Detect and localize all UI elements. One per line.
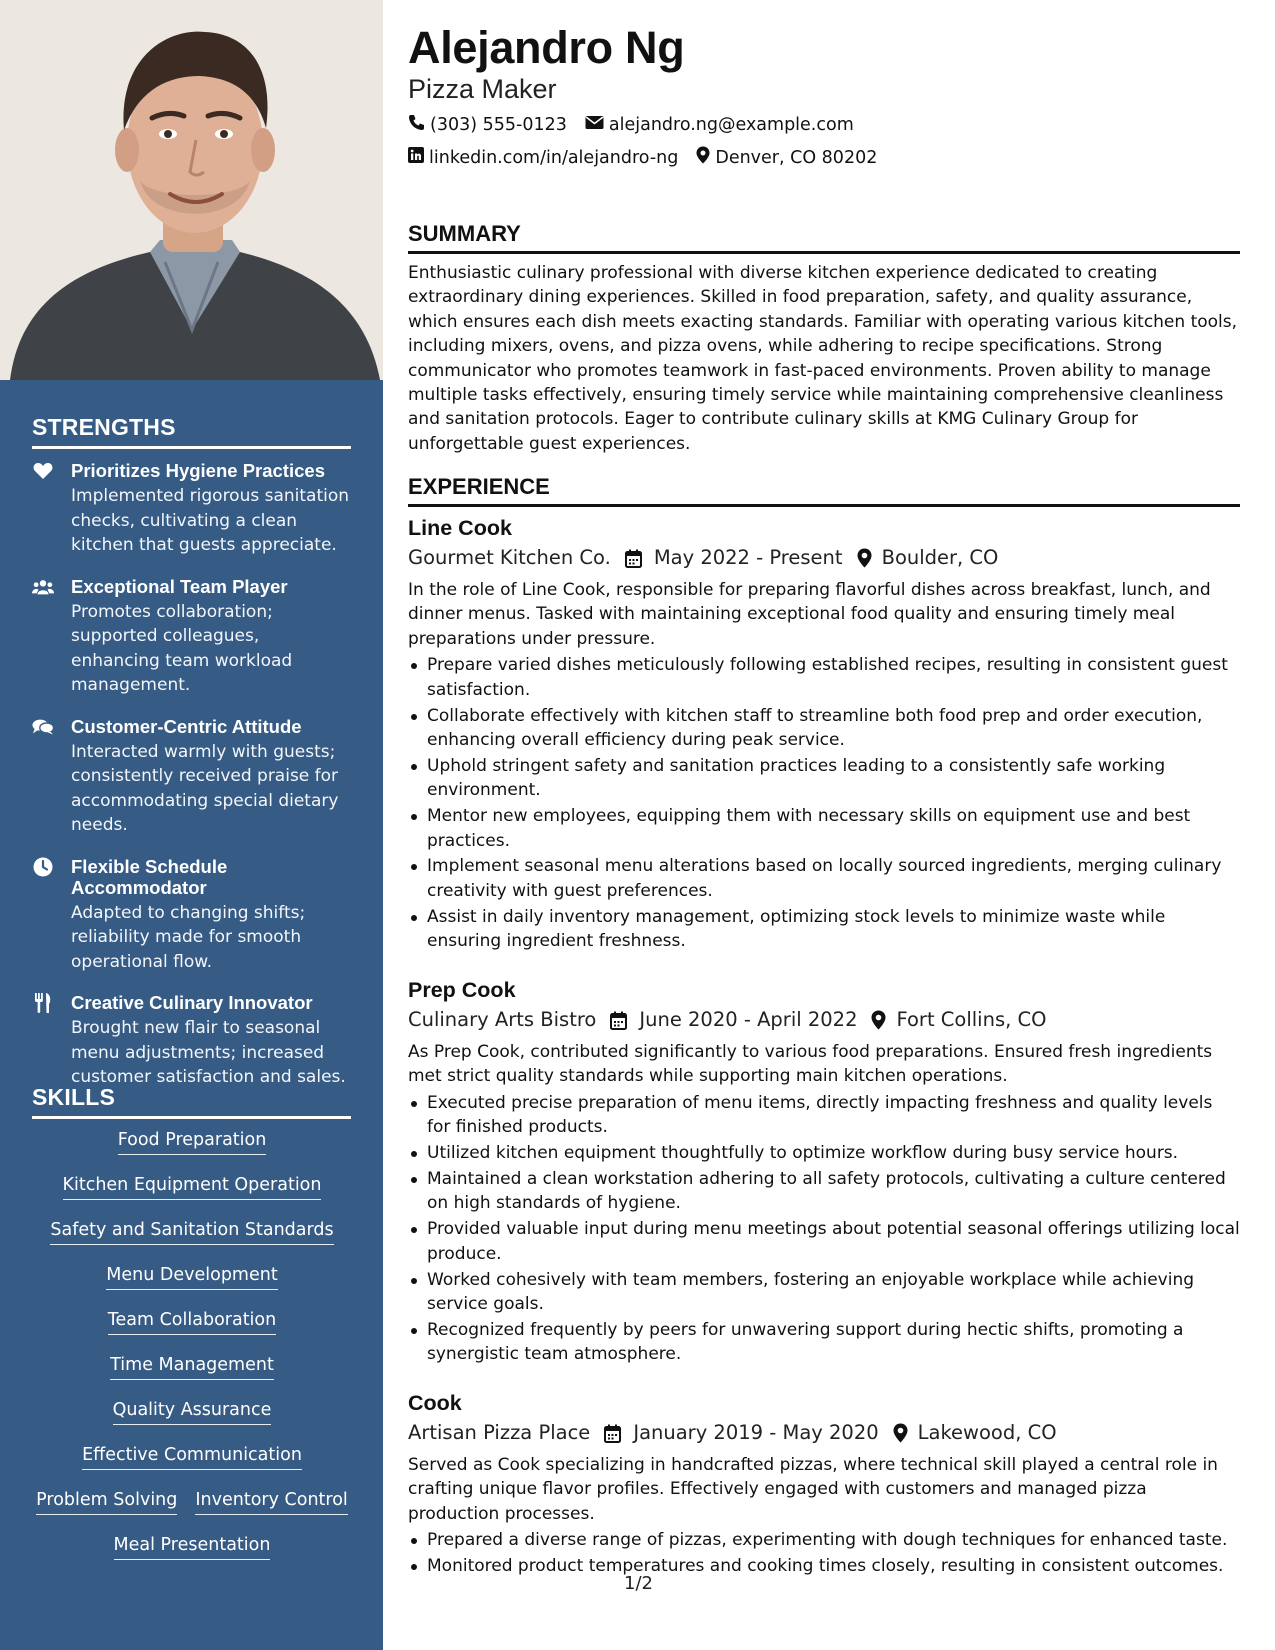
utensils-icon [32,993,54,1013]
experience-item [408,1389,1240,1580]
linkedin-icon [408,147,424,168]
strength-title: Flexible Schedule Accommodator [71,855,228,898]
skill-tag: Inventory Control [195,1488,347,1515]
job-dates: January 2019 - May 2020 [633,1421,879,1444]
envelope-icon [585,115,604,135]
skill-tag: Safety and Sanitation Standards [50,1218,333,1245]
email-address[interactable]: alejandro.ng@example.com [608,115,854,135]
linkedin-url[interactable]: linkedin.com/in/alejandro-ng [429,147,679,168]
comments-icon [32,717,54,737]
bullet-item: Provided valuable input during menu meetings about potential seasonal offerings utilizing local produce. [408,1217,1240,1266]
strength-description: Adapted to changing shifts; reliability made for smooth operational flow. [71,902,306,972]
job-title: Cook [408,1391,462,1415]
bullet-item: Maintained a clean workstation adhering to all safety protocols, cultivating a culture centered on high standards of hygiene. [408,1167,1240,1216]
calendar-icon [625,549,642,568]
job-location: Boulder, CO [881,546,999,569]
strength-title: Prioritizes Hygiene Practices [71,460,325,481]
job-dates: June 2020 - April 2022 [639,1008,858,1031]
strength-description: Implemented rigorous sanitation checks, cultivating a clean kitchen that guests appreciate. [71,486,350,555]
email-contact[interactable] [585,115,854,135]
experience-heading: EXPERIENCE [408,474,1240,507]
bullet-item: Prepared a diverse range of pizzas, experimenting with dough techniques for enhanced taste. [408,1528,1240,1552]
job-meta [408,545,1240,571]
job-dates: May 2022 - Present [653,546,843,569]
users-icon [32,577,54,597]
job-summary: In the role of Line Cook, responsible for preparing flavorful dishes across breakfast, lunch, and dinner menus. Tasked with maintaining exceptional food quality and ensuring timely meal preparations under pressure. [408,580,1211,649]
company-name: Artisan Pizza Place [408,1421,591,1444]
bullet-item: Implement seasonal menu alterations based on locally sourced ingredients, merging culinary creativity with guest preferences. [408,854,1240,903]
strength-item [32,856,352,975]
heart-icon [32,461,54,481]
phone-contact [408,114,567,136]
phone-icon [408,114,425,136]
job-location: Lakewood, CO [917,1421,1057,1444]
job-bullets [408,653,1240,953]
job-bullets [408,1528,1240,1578]
location-contact [696,146,877,169]
skill-tag: Kitchen Equipment Operation [63,1173,322,1200]
location-text: Denver, CO 80202 [715,147,878,168]
map-marker-icon [696,146,710,169]
job-summary: As Prep Cook, contributed significantly to various food preparations. Ensured fresh ingredients met strict quality standards while supporting main kitchen operations. [408,1042,1213,1087]
map-marker-icon [893,1423,908,1443]
bullet-item: Assist in daily inventory management, optimizing stock levels to minimize waste while ensuring ingredient freshness. [408,905,1240,954]
company-name: Gourmet Kitchen Co. [408,546,611,569]
job-meta [408,1007,1240,1033]
strength-title: Customer-Centric Attitude [71,715,302,737]
clock-icon [32,857,54,877]
sidebar [0,0,383,1650]
company-name: Culinary Arts Bistro [408,1008,597,1031]
job-location: Fort Collins, CO [896,1008,1047,1031]
candidate-name: Alejandro Ng [408,22,685,73]
calendar-icon [604,1424,621,1443]
summary-text: Enthusiastic culinary professional with diverse kitchen experience dedicated to creating extraordinary dining experiences. Skilled in food preparation, safety, and quality assurance, which ensures each dish meets exacting standards. Familiar with operating various kitchen tools, including mixers, ovens, and pizza ovens, while adhering to recipe specifications. Strong communicator who promotes teamwork in fast-paced environments. Proven ability to manage multiple tasks effectively, ensuring timely service while maintaining comprehensive cleanliness and sanitation protocols. Eager to contribute culinary skills at KMG Culinary Group for unforgettable guest experiences. [408,263,1238,454]
contact-line-1 [408,114,854,136]
contact-line-2 [408,146,877,169]
strength-description: Promotes collaboration; supported colleagues, enhancing team workload management. [71,601,293,695]
skill-tag: Meal Presentation [114,1533,271,1560]
bullet-item: Mentor new employees, equipping them with necessary skills on equipment use and best practices. [408,804,1240,853]
candidate-role: Pizza Maker [408,74,557,104]
strength-item [32,460,352,558]
bullet-item: Monitored product temperatures and cooking times closely, resulting in consistent outcomes. [408,1554,1240,1578]
job-title: Line Cook [408,516,512,540]
phone-number: (303) 555-0123 [430,115,567,135]
strength-description: Brought new flair to seasonal menu adjustments; increased customer satisfaction and sales. [71,1018,346,1087]
job-bullets [408,1091,1240,1367]
bullet-item: Prepare varied dishes meticulously following established recipes, resulting in consistent guest satisfaction. [408,653,1240,702]
strength-item [32,716,352,838]
job-meta [408,1420,1240,1446]
job-title: Prep Cook [408,978,516,1002]
bullet-item: Uphold stringent safety and sanitation practices leading to a consistently safe working environment. [408,754,1240,803]
linkedin-contact[interactable] [408,147,678,168]
map-marker-icon [871,1010,886,1030]
strength-title: Exceptional Team Player [71,575,288,597]
strength-description: Interacted warmly with guests; consistently received praise for accommodating special dietary needs. [71,741,339,835]
strength-item [32,576,352,698]
skill-tag: Quality Assurance [113,1398,272,1425]
calendar-icon [610,1011,627,1030]
skills-list [32,1128,352,1578]
strength-item [32,992,352,1090]
bullet-item: Utilized kitchen equipment thoughtfully to optimize workflow during busy service hours. [408,1141,1240,1165]
profile-photo [0,0,383,380]
strength-title: Creative Culinary Innovator [71,992,313,1013]
bullet-item: Worked cohesively with team members, fostering an enjoyable workplace while achieving service goals. [408,1268,1240,1317]
map-marker-icon [857,548,872,568]
skill-tag: Team Collaboration [108,1308,276,1335]
experience-item [408,976,1240,1368]
skill-tag: Menu Development [106,1263,277,1290]
page-number: 1/2 [624,1573,653,1594]
bullet-item: Collaborate effectively with kitchen staff to streamline both food prep and order execution, enhancing overall efficiency during peak service. [408,704,1240,753]
skill-tag: Effective Communication [82,1443,302,1470]
strengths-list [32,460,352,1108]
skill-tag: Problem Solving [36,1488,177,1515]
skills-heading: SKILLS [32,1084,351,1119]
strengths-heading: STRENGTHS [32,414,351,449]
job-summary: Served as Cook specializing in handcrafted pizzas, where technical skill played a central role in crafting unique flavor profiles. Effectively engaged with customers and managed pizza production processes. [408,1455,1218,1524]
bullet-item: Executed precise preparation of menu items, directly impacting freshness and quality levels for finished products. [408,1091,1240,1140]
bullet-item: Recognized frequently by peers for unwavering support during hectic shifts, promoting a synergistic team atmosphere. [408,1318,1240,1367]
experience-item [408,514,1240,955]
skill-tag: Time Management [110,1353,274,1380]
skill-tag: Food Preparation [118,1128,267,1155]
summary-heading: SUMMARY [408,221,1240,254]
